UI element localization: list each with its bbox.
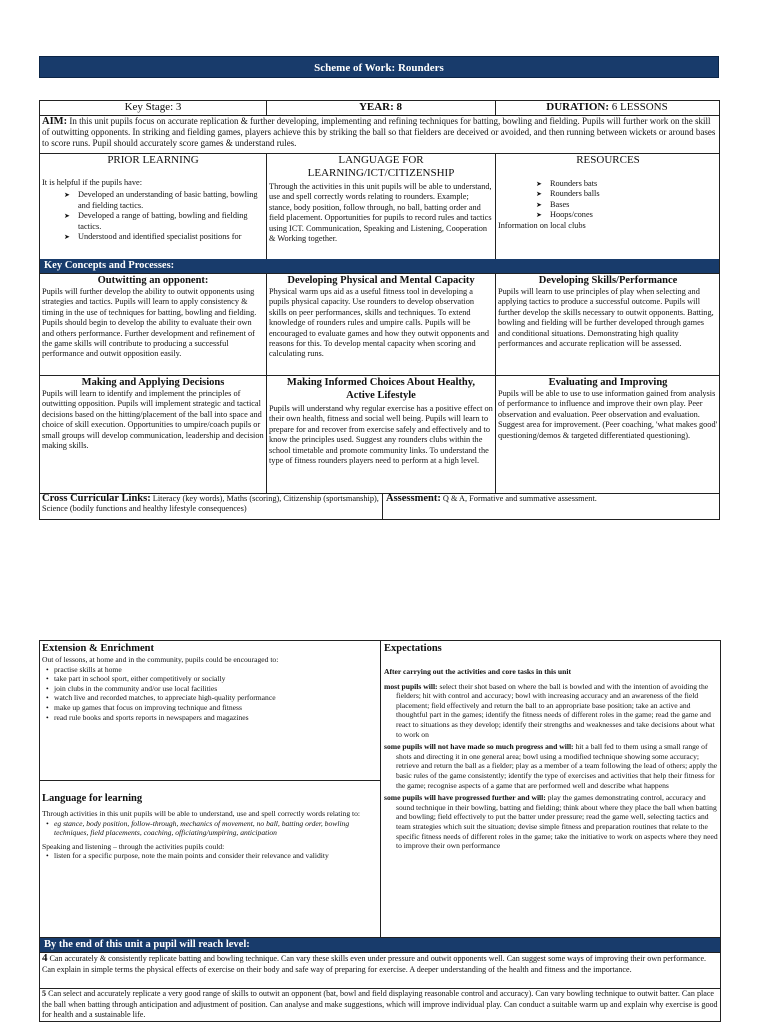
expectations-some-progress — [384, 793, 718, 851]
aim-label: AIM: — [42, 116, 68, 127]
year-value: 8 — [396, 101, 403, 113]
level-5-text: Can select and accurately replicate a very good range of skills to outwit an opponent (bat, bowl and field displaying reasonable control and accuracy). Can vary bowling technique to outwit batter. Can place the ball when batting through anticipation and adjustment of position. Can analyse and make suggestions, which will improve individual play. Can conduct a suitable warm up and explain why exercise is good for health and a sustainable life. — [42, 989, 718, 1020]
duration-value: 6 LESSONS — [611, 101, 668, 113]
resources-heading: RESOURCES — [576, 154, 640, 166]
language-words-list — [42, 819, 378, 838]
list-item: ➤ Developed an understanding of basic batting, bowling and fielding tactics. — [64, 190, 264, 211]
prior-learning-cell — [42, 154, 264, 258]
list-item: • eg stance, body position, follow-through, mechanics of movement, no ball, batting order, bowling techniques, field placements, coaching, officiating/umpiring, anticipation — [46, 819, 378, 838]
concept-physical-mental — [269, 274, 493, 375]
prior-learning-heading: PRIOR LEARNING — [107, 154, 199, 166]
list-item: ➤ Rounders bats — [536, 179, 718, 189]
key-stage-value: 3 — [175, 101, 182, 113]
concept-text: Pupils will be able to use to use information gained from analysis of performance to influence and improve their own play. Peer observation and evaluation. Peer observation and evaluation. Suggest area for improvement. (Peer coaching, 'what makes good' questioning/demos & targeted differentiated questioning). — [498, 389, 718, 440]
extension-intro: Out of lessons, at home and in the community, pupils could be encouraged to: — [42, 655, 279, 664]
concept-decisions — [42, 376, 264, 492]
most-label: most pupils will: — [384, 681, 438, 691]
list-item: ➤ Developed a range of batting, bowling and fielding tactics. — [64, 211, 264, 232]
extension-heading: Extension & Enrichment — [42, 643, 155, 654]
duration-cell — [495, 101, 719, 115]
resources-cell — [498, 154, 718, 258]
list-item: • practise skills at home — [46, 665, 378, 675]
aim-text: In this unit pupils focus on accurate replication & further developing, implementing and refining techniques for batting, bowling and fielding. Pupils will further work on the skill of outwitting opponents. In striking and fielding games, players achieve this by striking the ball so that fielders are deceived or avoided, and then running between wickets or around bases to score runs. Pupil should accurately score games & understand rules. — [42, 116, 716, 149]
key-stage-label: Key Stage: — [124, 101, 174, 113]
expectations-cell — [384, 642, 718, 936]
assessment-cell — [386, 494, 718, 519]
concept-title: Making Informed Choices About Healthy, Active Lifestyle — [286, 377, 476, 401]
speaking-list — [42, 851, 378, 861]
list-item: ➤ Rounders balls — [536, 189, 718, 199]
concept-skills-performance — [498, 274, 718, 375]
list-item: ➤ Hoops/cones — [536, 210, 718, 220]
language-for-learning-cell — [42, 792, 378, 935]
resources-footer: Information on local clubs — [498, 220, 586, 230]
language-text: Through the activities in this unit pupils will be able to understand, use and spell correctly words relating to rounders. Example; stance, body position, follow through, no ball, batting order and field placement. Opportunities for pupils to record rules and tactics using ICT. Communication, Speaking and Listening, Cooperation & Working together. — [269, 182, 492, 244]
list-item: ➤ Understood and identified specialist positions for — [64, 232, 264, 242]
list-item: • take part in school sport, either competitively or socially — [46, 674, 378, 684]
duration-label: DURATION: — [546, 101, 610, 113]
language-for-learning-intro: Through activities in this unit pupils will be able to understand, use and spell correctly words relating to: — [42, 809, 361, 818]
prior-learning-list — [42, 190, 264, 242]
concept-text: Pupils will learn to identify and implement the principles of outwitting opposition. Pupils will implement strategic and tactical decisions based on the hitting/placement of the ball into space and choice of skill execution. Opportunities to umpire/coach pupils or small groups will develop communication, leadership and decision making skills. — [42, 389, 264, 451]
list-item: • join clubs in the community and/or use local facilities — [46, 684, 378, 694]
expectations-some-not — [384, 742, 718, 790]
concept-title: Developing Skills/Performance — [538, 275, 678, 286]
concept-outwitting — [42, 274, 264, 375]
concept-text: Pupils will learn to use principles of play when selecting and applying tactics to produce a successful outcome. Pupils will further develop the skills necessary to outwit opponents. Batting, bowling and fielding will be further developed through games and conditional situations. Demonstrating high quality performances and accurate replication will be assessed. — [498, 287, 714, 349]
key-concepts-heading: Key Concepts and Processes: — [40, 259, 719, 273]
list-item: • make up games that focus on improving technique and fitness — [46, 703, 378, 713]
expectations-heading: Expectations — [384, 643, 442, 654]
assessment-label: Assessment: — [386, 494, 441, 504]
speaking-listening-intro: Speaking and listening – through the activities pupils could: — [42, 841, 225, 851]
concept-title: Making and Applying Decisions — [81, 377, 225, 388]
language-cell — [269, 154, 493, 258]
concept-title: Developing Physical and Mental Capacity — [287, 275, 475, 286]
some-not-label: some pupils will not have made so much progress and will: — [384, 742, 574, 752]
expectations-most — [384, 682, 718, 740]
extension-list — [42, 665, 378, 723]
concept-healthy-lifestyle — [269, 376, 493, 492]
page-title: Scheme of Work: Rounders — [39, 56, 719, 78]
some-not-text: hit a ball fed to them using a small range of shots and directing it in one general area; bowl using a modified technique showing some accuracy; retrieve and return the ball as a fielder; play as a member of a team following the lead of others; apply the basic rules of the game consistently; identify the type of exercises and activities that help their fitness for the game; recognise aspects of a game that are performed well and describe what happens — [396, 742, 718, 790]
resources-list — [498, 179, 718, 221]
extension-cell — [42, 642, 378, 779]
key-stage-cell — [40, 101, 266, 115]
concept-title: Evaluating and Improving — [548, 377, 668, 388]
level-4-text: Can accurately & consistently replicate batting and bowling technique. Can vary these skills even under pressure and outwit opponents well. Can suggest some ways of improving their own performance. Can explain in simple terms the physical effects of exercise on their body and safe way of preparing for exercise. A deeper understanding of the health and fitness and the importance. — [42, 954, 707, 974]
level-5-cell — [42, 989, 718, 1021]
year-cell — [266, 101, 495, 115]
most-text: select their shot based on where the ball is bowled and with the intention of avoiding the fielders; hit with control and accuracy; bowl with increasing accuracy and an awareness of the field placement; field effectively and return the ball to an appropriate base position; take an active and thoughtful part in the games; identify the fitness needs of different roles in the game; read the game and react to situations as they develop; identify their strengths and weaknesses and take decisions about what to work on — [396, 681, 715, 739]
list-item: • watch live and recorded matches, to appreciate high-quality performance — [46, 693, 378, 703]
concept-evaluating — [498, 376, 718, 492]
level-5-number: 5 — [42, 989, 47, 998]
cross-curricular-cell — [42, 494, 380, 519]
level-4-number: 4 — [42, 953, 48, 964]
some-progress-label: some pupils will have progressed further and will: — [384, 793, 546, 803]
concept-text: Physical warm ups aid as a useful fitness tool in developing a pupils physical capacity. Use rounders to develop observation skills on peer performances, skills and techniques. To extend knowledge of rounders rules and umpire calls. Pupils will be encouraged to evaluate games and how they outwit opponents and reasons for this. To develop mental capacity when scoring and calculating runs. — [269, 287, 490, 359]
prior-learning-intro: It is helpful if the pupils have: — [42, 178, 143, 187]
expectations-after: After carrying out the activities and core tasks in this unit — [384, 667, 572, 676]
some-progress-text: play the games demonstrating control, accuracy and sound technique in their bowling, batting and fielding; think about where they place the ball when batting and bowling; field effectively to put the batter under pressure; read the game well, selecting tactics and team strategies which suit the situation; devise simple fitness and preparation routines that relate to the specific fitness needs of different roles in the game; take the initiative to work on aspects where they need to improve their own performance — [396, 793, 718, 851]
level-4-cell — [42, 953, 718, 987]
list-item: • listen for a specific purpose, note the main points and consider their relevance and validity — [46, 851, 378, 861]
language-for-learning-heading: Language for learning — [42, 793, 143, 804]
language-heading: LANGUAGE FOR LEARNING/ICT/CITIZENSHIP — [307, 154, 455, 179]
concept-text: Pupils will understand why regular exercise has a positive effect on their own health, fitness and social well being. Pupils will learn to prepare for and recover from exercise safely and effectively and to know the principles used. Suggest any rounders clubs within the school timetable and promote community links. To understand the type of fitness rounders players need to perform at a high level. — [269, 404, 493, 466]
concept-text: Pupils will further develop the ability to outwit opponents using strategies and tactics. Pupils will learn to apply consistency & timing in the use of techniques for batting, bowling and fielding. Pupils should begin to develop the ability to evaluate their own and others performance. Further development and refinement of the game skills will contribute to producing a successful performance and outwit opposition easily. — [42, 287, 257, 359]
assessment-text: Q & A, Formative and summative assessment. — [442, 494, 597, 503]
list-item: • read rule books and sports reports in newspapers and magazines — [46, 713, 378, 723]
aim-cell — [42, 116, 718, 153]
levels-heading: By the end of this unit a pupil will reach level: — [40, 938, 720, 952]
cross-curricular-label: Cross Curricular Links: — [42, 494, 151, 504]
cross-curricular-text: Literacy (key words), Maths (scoring), Citizenship (sportsmanship), Science (bodily functions and healthy lifestyle consequences) — [42, 494, 379, 514]
list-item: ➤ Bases — [536, 200, 718, 210]
concept-title: Outwitting an opponent: — [97, 275, 209, 286]
year-label: YEAR: — [358, 101, 394, 113]
